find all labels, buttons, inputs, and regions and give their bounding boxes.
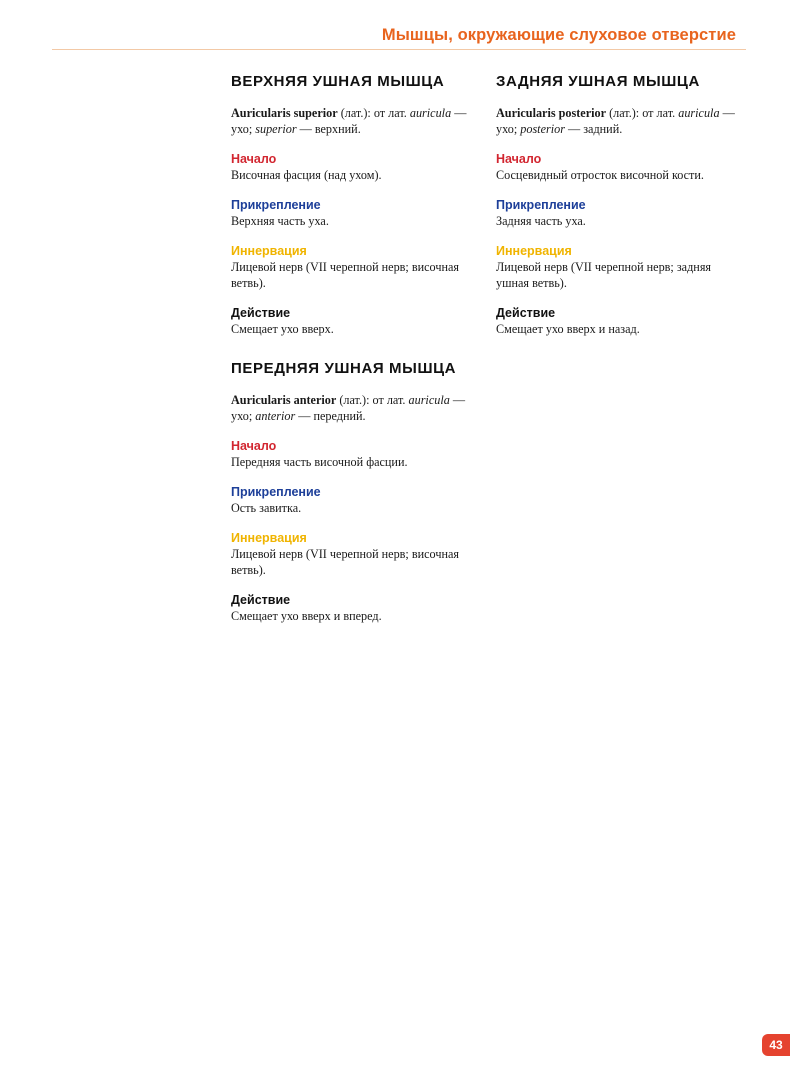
etymology [496,105,746,137]
insertion-label: Прикрепление [231,198,321,212]
latin-name: Auricularis anterior [231,393,337,407]
innervation-section [231,243,481,291]
origin-section [231,438,481,470]
etymology-word: posterior [520,122,565,136]
latin-name: Auricularis superior [231,106,338,120]
insertion-text: Верхняя часть уха. [231,214,329,228]
innervation-label: Иннервация [496,244,572,258]
header-divider [52,49,746,50]
etymology-word: anterior [255,409,296,423]
action-label: Действие [496,306,556,320]
etymology-text: (лат.): от лат. [337,106,410,120]
insertion-section [231,197,481,229]
origin-label: Начало [231,152,277,166]
action-text: Смещает ухо вверх и назад. [496,322,640,336]
action-section [231,592,481,624]
origin-section [496,151,746,183]
insertion-section [231,484,481,516]
action-section [496,305,746,337]
origin-section [231,151,481,183]
header-title: Мышцы, окружающие слуховое отверстие [381,26,736,44]
muscle-auricularis-posterior [496,72,746,337]
insertion-text: Ость завитка. [231,501,302,515]
etymology-text: — ухо; [496,106,735,136]
page-number: 43 [762,1034,790,1056]
innervation-section [231,530,481,578]
insertion-label: Прикрепление [496,198,586,212]
insertion-section [496,197,746,229]
latin-name: Auricularis posterior [496,106,607,120]
innervation-label: Иннервация [231,244,307,258]
origin-text: Передняя часть височной фасции. [231,455,408,469]
action-text: Смещает ухо вверх. [231,322,334,336]
innervation-text: Лицевой нерв (VII черепной нерв; задняя ушная ветвь). [496,260,712,290]
etymology-text: (лат.): от лат. [606,106,679,120]
etymology-text: — верхний. [296,122,361,136]
muscle-auricularis-superior [231,72,481,337]
origin-text: Сосцевидный отросток височной кости. [496,168,704,182]
muscle-title: ПЕРЕДНЯЯ УШНАЯ МЫШЦА [231,360,457,377]
etymology [231,392,481,424]
etymology-text: (лат.): от лат. [336,393,409,407]
action-text: Смещает ухо вверх и вперед. [231,609,382,623]
innervation-section [496,243,746,291]
innervation-text: Лицевой нерв (VII черепной нерв; височная ветвь). [231,260,459,290]
etymology-text: — передний. [295,409,366,423]
muscle-title: ВЕРХНЯЯ УШНАЯ МЫШЦА [231,73,445,90]
innervation-text: Лицевой нерв (VII черепной нерв; височная ветвь). [231,547,459,577]
etymology-text: — ухо; [231,393,466,423]
etymology-root: auricula [678,106,720,120]
origin-label: Начало [496,152,542,166]
muscle-auricularis-anterior [231,359,481,624]
insertion-text: Задняя часть уха. [496,214,586,228]
etymology [231,105,481,137]
innervation-label: Иннервация [231,531,307,545]
origin-label: Начало [231,439,277,453]
etymology-text: — задний. [564,122,623,136]
origin-text: Височная фасция (над ухом). [231,168,382,182]
insertion-label: Прикрепление [231,485,321,499]
muscle-title: ЗАДНЯЯ УШНАЯ МЫШЦА [496,73,700,90]
action-label: Действие [231,306,291,320]
action-label: Действие [231,593,291,607]
action-section [231,305,481,337]
etymology-root: auricula [409,106,452,120]
etymology-root: auricula [408,393,450,407]
left-column [231,72,481,646]
right-column [496,72,746,359]
etymology-text: — ухо; [231,106,467,136]
etymology-word: superior [255,122,297,136]
